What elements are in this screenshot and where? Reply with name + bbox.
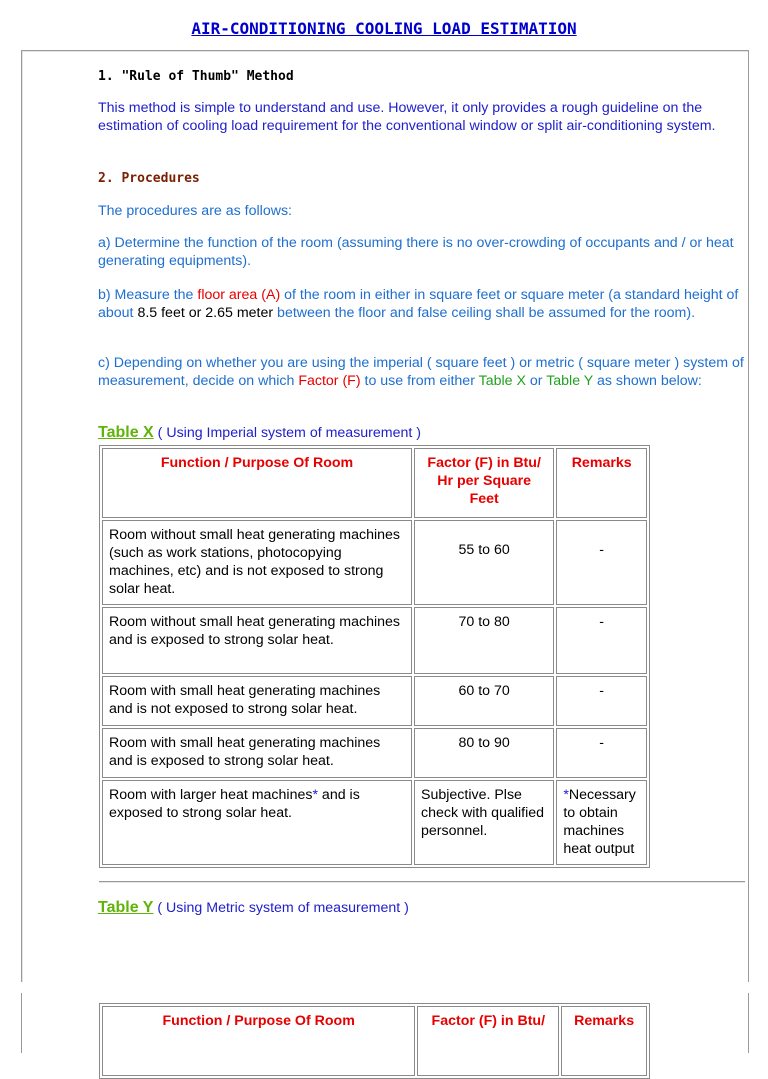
table-row	[102, 728, 647, 778]
cell-factor: 60 to 70	[414, 676, 554, 726]
table-y-desc: ( Using Metric system of measurement )	[153, 900, 409, 916]
table-row	[102, 780, 647, 865]
cell-factor: Subjective. Plse check with qualified personnel.	[414, 780, 554, 865]
cell-factor: 55 to 60	[414, 520, 554, 605]
table-x	[99, 445, 650, 868]
table-x-name: Table X	[98, 424, 154, 441]
table-x-desc: ( Using Imperial system of measurement )	[153, 425, 421, 441]
table-header-row	[102, 1006, 647, 1076]
remarks-text: Necessary to obtain machines heat output	[563, 787, 636, 857]
table-x-caption	[98, 424, 748, 442]
factor-term: Factor (F)	[298, 373, 361, 389]
divider	[99, 881, 745, 883]
table-y	[99, 1003, 650, 1079]
table-y-ref: Table Y	[546, 373, 593, 389]
cell-factor: 80 to 90	[414, 728, 554, 778]
page-title: AIR-CONDITIONING COOLING LOAD ESTIMATION	[191, 19, 577, 38]
step-b-text-3: between the floor and false ceiling shall be assumed for the room).	[273, 305, 696, 321]
table-row	[102, 676, 647, 726]
cell-remarks: -	[556, 520, 647, 605]
asterisk-mark: *	[312, 787, 318, 803]
table-y-caption	[98, 899, 748, 917]
floor-area-term: floor area (A)	[197, 287, 281, 303]
cell-function: Room without small heat generating machines (such as work stations, photocopying machines, etc) and is not exposed to strong solar heat.	[102, 520, 412, 605]
asterisk-mark: *	[563, 787, 569, 803]
cell-remarks: -	[556, 728, 647, 778]
cell-function: Room with small heat generating machines and is exposed to strong solar heat.	[102, 728, 412, 778]
section-1-heading: 1. "Rule of Thumb" Method	[98, 69, 294, 84]
table-header-row	[102, 448, 647, 518]
step-c-block	[98, 354, 748, 390]
cell-function: Room without small heat generating machines and is exposed to strong solar heat.	[102, 607, 412, 674]
col-header-factor: Factor (F) in Btu/ Hr per Square Feet	[414, 448, 554, 518]
col-header-factor: Factor (F) in Btu/	[417, 1006, 559, 1076]
section-1-text	[98, 99, 748, 135]
cell-function	[102, 780, 412, 865]
step-c-text-3: or	[525, 373, 547, 389]
table-row	[102, 520, 647, 605]
step-b-text-1: b) Measure the	[98, 287, 198, 303]
section-2-heading: 2. Procedures	[98, 171, 200, 186]
col-header-function: Function / Purpose Of Room	[102, 1006, 415, 1076]
table-x-ref: Table X	[478, 373, 526, 389]
cell-remarks	[556, 780, 647, 865]
step-c-text-4: as shown below:	[593, 373, 702, 389]
section-2	[98, 171, 748, 186]
cell-remarks: -	[556, 607, 647, 674]
step-c-text-2: to use from either	[360, 373, 479, 389]
col-header-function: Function / Purpose Of Room	[102, 448, 412, 518]
cell-remarks: -	[556, 676, 647, 726]
step-c-text-1: c) Depending on whether you are using the imperial ( square feet ) or metric ( square meter ) system of measurement, decide on which	[98, 355, 744, 389]
section-1	[98, 69, 748, 84]
step-c	[98, 354, 748, 390]
step-a: a) Determine the function of the room (assuming there is no over-crowding of occupants and / or heat generating equipments).	[98, 235, 734, 269]
method-description: This method is simple to understand and use. However, it only provides a rough guideline on the estimation of cooling load requirement for the conventional window or split air-conditioning system.	[98, 100, 716, 134]
table-y-name: Table Y	[98, 899, 154, 916]
function-text-2: and is exposed to strong solar heat.	[109, 787, 360, 821]
step-a-block	[98, 234, 748, 270]
step-b-block	[98, 286, 748, 322]
procedures-intro: The procedures are as follows:	[98, 203, 292, 219]
standard-height: 8.5 feet or 2.65 meter	[137, 305, 274, 321]
procedures-intro-block	[98, 202, 748, 220]
step-b-text-2: of the room in either in square feet or square meter (a standard height of about	[98, 287, 739, 321]
col-header-remarks: Remarks	[556, 448, 647, 518]
cell-factor: 70 to 80	[414, 607, 554, 674]
step-b	[98, 286, 748, 322]
cell-function: Room with small heat generating machines and is not exposed to strong solar heat.	[102, 676, 412, 726]
function-text-1: Room with larger heat machines	[109, 787, 313, 803]
col-header-remarks: Remarks	[561, 1006, 647, 1076]
table-row	[102, 607, 647, 674]
